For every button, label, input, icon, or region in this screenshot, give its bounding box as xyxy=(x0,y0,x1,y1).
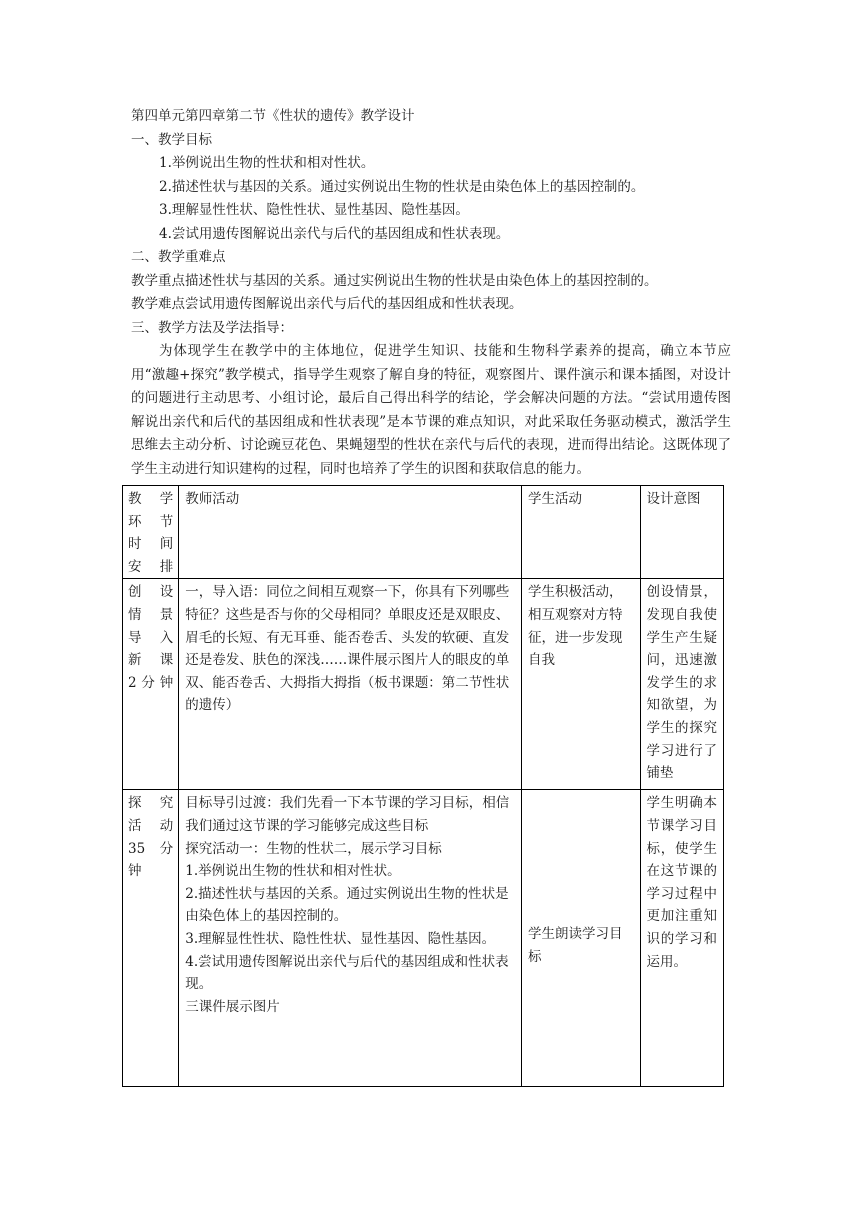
design-intent-cell: 学生明确本节课学习目标，使学生在这节课的学习过程中更加注重知识的学习和运用。 xyxy=(640,790,723,1087)
header-stage-line: 教 学 xyxy=(128,491,174,507)
header-stage-time xyxy=(123,486,179,579)
stage-line: 35 分 xyxy=(128,840,174,857)
stage-line: 创 设 xyxy=(128,584,174,601)
header-stage-line: 环 节 xyxy=(128,513,174,530)
stage-cell xyxy=(123,579,179,790)
stage-line: 探 究 xyxy=(128,795,174,812)
table-row xyxy=(123,579,724,790)
stage-line: 导 入 xyxy=(128,629,174,646)
design-intent-cell: 创设情景，发现自我使学生产生疑问，迅速激发学生的求知欲望，为学生的探究学习进行了铺垫 xyxy=(640,579,723,790)
student-activity-text: 学生朗读学习目标 xyxy=(527,926,623,965)
table-header-row xyxy=(123,486,724,579)
stage-line: 情 景 xyxy=(128,606,174,623)
teacher-activity-line: 探究活动一：生物的性状二，展示学习目标 xyxy=(185,840,442,857)
objective-item: 4.尝试用遗传图解说出亲代与后代的基因组成和性状表现。 xyxy=(159,225,510,242)
header-stage-line: 安排 xyxy=(128,558,174,575)
section1-heading: 一、教学目标 xyxy=(131,131,212,148)
section2-heading: 二、教学重难点 xyxy=(131,249,226,265)
document-title: 第四单元第四章第二节《性状的遗传》教学设计 xyxy=(131,108,415,124)
objective-item: 3.理解显性性状、隐性性状、显性基因、隐性基因。 xyxy=(159,202,469,218)
section3-heading: 三、教学方法及学法指导： xyxy=(131,319,293,336)
teacher-activity-line: 3.理解显性性状、隐性性状、显性基因、隐性基因。 xyxy=(185,930,496,947)
stage-line: 钟 xyxy=(128,863,142,880)
teacher-activity-line: 4.尝试用遗传图解说出亲代与后代的基因组成和性状表现。 xyxy=(185,953,509,993)
teacher-activity-line: 1.举例说出生物的性状和相对性状。 xyxy=(185,863,401,880)
student-activity-cell: 学生积极活动，相互观察对方特征，进一步发现自我 xyxy=(521,579,640,790)
header-student-activity: 学生活动 xyxy=(521,486,640,579)
document-body xyxy=(131,105,731,482)
teacher-activity-line: 目标导引过渡：我们先看一下本节课的学习目标，相信我们通过这节课的学习能够完成这些目标 xyxy=(185,795,510,834)
teacher-activity-cell: 一，导入语：同位之间相互观察一下，你具有下列哪些特征？这些是否与你的父母相同？单眼皮还是双眼皮、眉毛的长短、有无耳垂、能否卷舌、头发的软硬、直发还是卷发、肤色的深浅……课件展示图片人的眼皮的单双、能否卷舌、大拇指大拇指（板书课题：第二节性状的遗传） xyxy=(179,579,522,790)
lesson-plan-table xyxy=(122,485,724,1087)
stage-line: 新课 xyxy=(128,652,174,669)
header-teacher-activity: 教师活动 xyxy=(179,486,522,579)
teaching-difficulty: 教学难点尝试用遗传图解说出亲代与后代的基因组成和性状表现。 xyxy=(131,296,523,312)
method-paragraph: 为体现学生在教学中的主体地位，促进学生知识、技能和生物科学素养的提高，确立本节应用“激趣+探究”教学模式，指导学生观察了解自身的特征，观察图片、课件演示和课本插图，对设计的问题进行主动思考、小组讨论，最后自己得出科学的结论，学会解决问题的方法。“尝试用遗传图解说出亲代和后代的基因组成和性状表现”是本节课的难点知识，对此采取任务驱动模式，激活学生思维去主动分析、讨论豌豆花色、果蝇翅型的性状在亲代与后代的表现，进而得出结论。这既体现了学生主动进行知识建构的过程，同时也培养了学生的识图和获取信息的能力。 xyxy=(131,343,731,477)
objective-item: 2.描述性状与基因的关系。通过实例说出生物的性状是由染色体上的基因控制的。 xyxy=(159,178,645,195)
table-row xyxy=(123,790,724,1087)
stage-line: 活 动 xyxy=(128,817,174,834)
teacher-activity-cell xyxy=(179,790,522,1087)
header-design-intent: 设计意图 xyxy=(640,486,723,579)
teacher-activity-line: 2.描述性状与基因的关系。通过实例说出生物的性状是由染色体上的基因控制的。 xyxy=(185,885,509,925)
teaching-key-point: 教学重点描述性状与基因的关系。通过实例说出生物的性状是由染色体上的基因控制的。 xyxy=(131,272,658,289)
stage-line: 2分钟 xyxy=(128,674,174,691)
teacher-activity-line: 三课件展示图片 xyxy=(185,998,280,1015)
header-stage-line: 时 间 xyxy=(128,536,174,553)
student-activity-cell xyxy=(521,790,640,1087)
stage-cell xyxy=(123,790,179,1087)
objective-item: 1.举例说出生物的性状和相对性状。 xyxy=(159,155,375,171)
